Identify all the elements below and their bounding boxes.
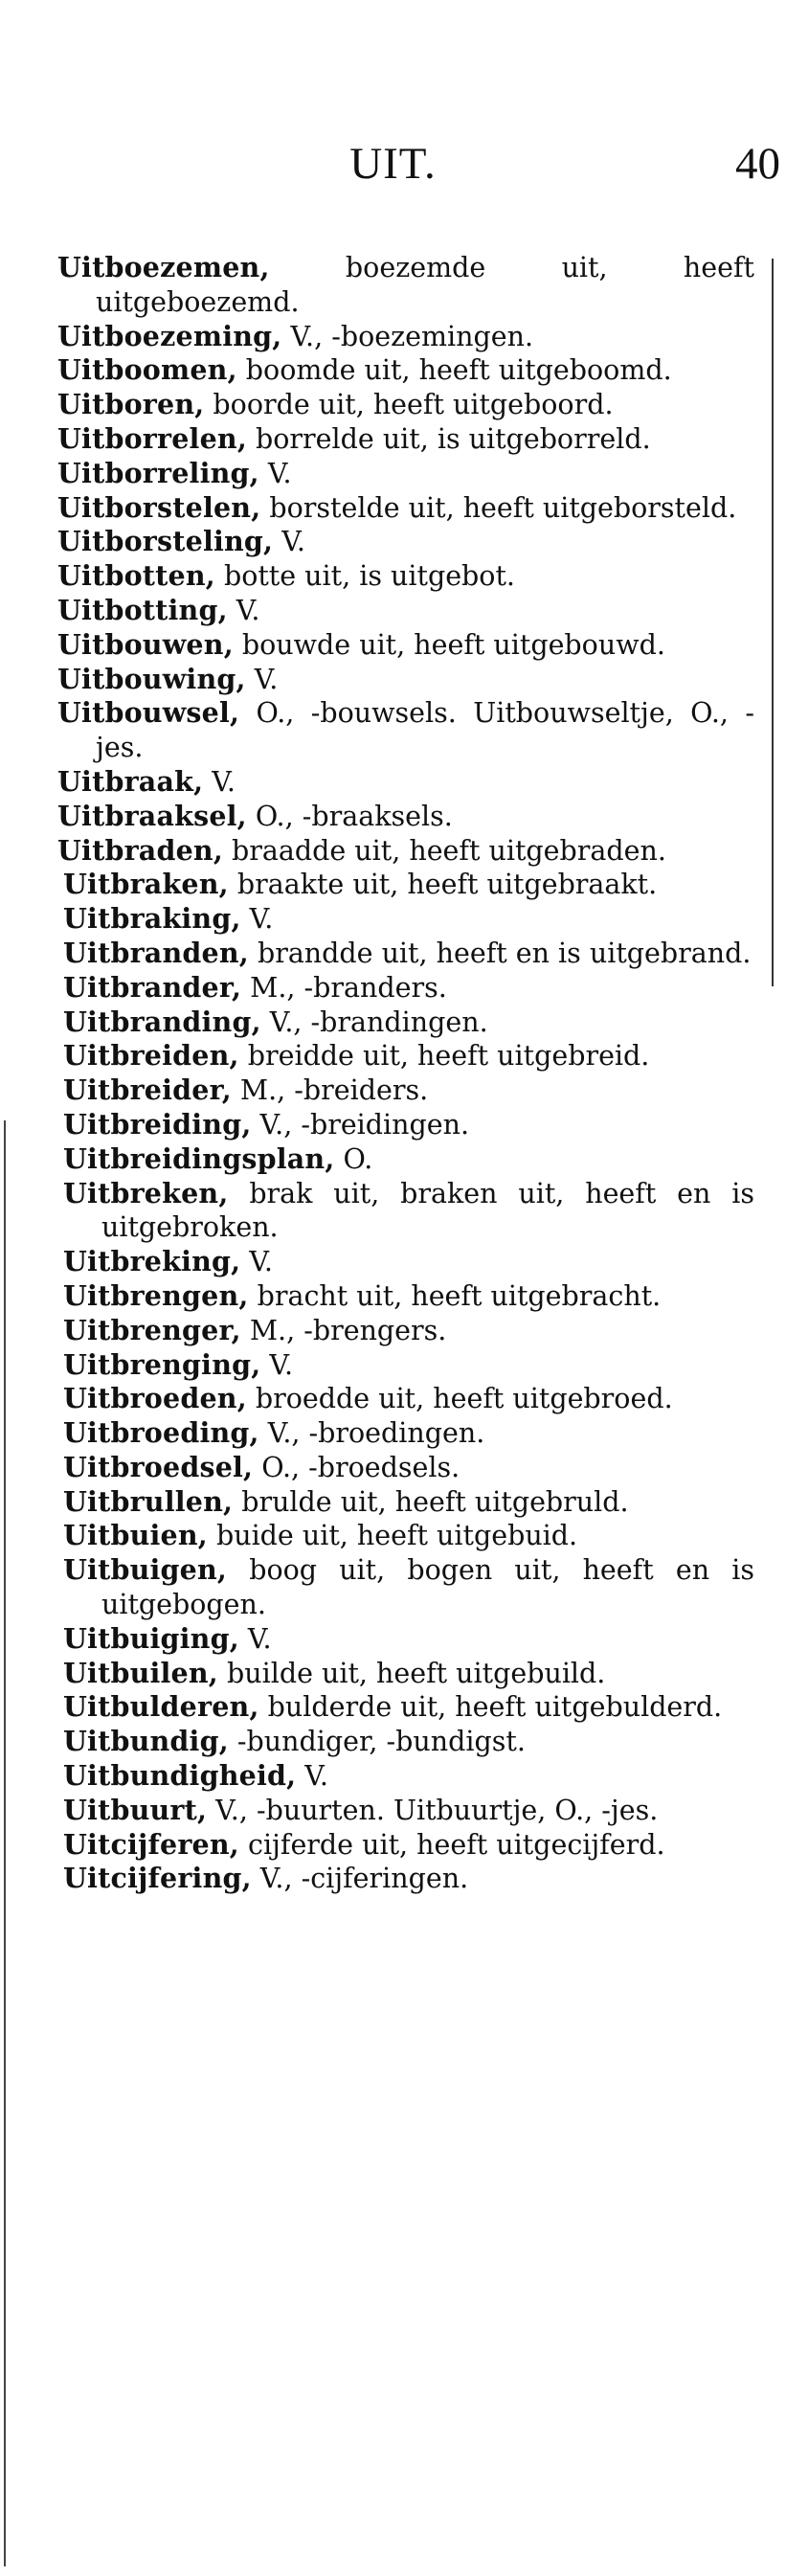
dictionary-entry bbox=[57, 525, 754, 559]
entry-definition: borrelde uit, is uitgeborreld. bbox=[246, 422, 651, 455]
entry-definition: O., -broedsels. bbox=[253, 1451, 460, 1483]
dictionary-entry bbox=[63, 1348, 754, 1383]
dictionary-entry bbox=[57, 388, 754, 422]
dictionary-entry bbox=[63, 1108, 754, 1142]
entry-definition: V., -cijferingen. bbox=[251, 1863, 469, 1895]
entry-headword: Uitbotten, bbox=[57, 559, 215, 593]
page-number: 40 bbox=[735, 139, 780, 189]
dictionary-entry bbox=[63, 1622, 754, 1657]
entry-definition: brulde uit, heeft uitgebruld. bbox=[233, 1485, 629, 1518]
entry-headword: Uitbuilen, bbox=[63, 1656, 218, 1689]
entry-definition: V., -broedingen. bbox=[258, 1417, 485, 1450]
dictionary-entry bbox=[57, 628, 754, 663]
dictionary-entry bbox=[63, 937, 754, 971]
entry-headword: Uitbraaksel, bbox=[57, 799, 247, 832]
entry-definition: cijferde uit, heeft uitgecijferd. bbox=[238, 1828, 665, 1861]
dictionary-entry bbox=[57, 696, 754, 765]
entry-definition: bulderde uit, heeft uitgebulderd. bbox=[258, 1691, 723, 1724]
entry-headword: Uitboezemen, bbox=[57, 251, 270, 283]
entry-headword: Uitborrelen, bbox=[57, 421, 247, 455]
entry-headword: Uitbundigheid, bbox=[63, 1759, 297, 1793]
page-header-title: UIT. bbox=[349, 139, 437, 189]
entry-definition: V. bbox=[240, 903, 274, 936]
entry-definition: braakte uit, heeft uitgebraakt. bbox=[228, 869, 658, 901]
page-edge-rule bbox=[4, 1120, 6, 2566]
dictionary-entry bbox=[63, 1006, 754, 1040]
entry-definition: braadde uit, heeft uitgebraden. bbox=[222, 834, 666, 867]
entry-definition: broedde uit, heeft uitgebroed. bbox=[246, 1383, 673, 1415]
entry-definition: V. bbox=[238, 1622, 272, 1655]
entry-definition: -bundiger, -bundigst. bbox=[228, 1726, 526, 1758]
dictionary-entry bbox=[57, 765, 754, 800]
entry-list bbox=[57, 251, 754, 1896]
entry-definition: V., -boezemingen. bbox=[281, 320, 534, 352]
entry-definition: boomde uit, heeft uitgeboomd. bbox=[236, 354, 672, 387]
entry-definition: M., -branders. bbox=[241, 971, 447, 1004]
entry-headword: Uitbulderen, bbox=[63, 1690, 259, 1724]
entry-definition: O., -braaksels. bbox=[246, 800, 453, 832]
entry-definition: V., -breidingen. bbox=[251, 1108, 470, 1141]
entry-definition: V. bbox=[260, 1348, 294, 1381]
entry-headword: Uitbreiden, bbox=[63, 1039, 239, 1073]
entry-headword: Uitbreider, bbox=[63, 1073, 232, 1107]
entry-headword: Uitbuurt, bbox=[63, 1793, 208, 1826]
dictionary-entry bbox=[63, 1794, 754, 1828]
entry-definition: buide uit, heeft uitgebuid. bbox=[207, 1520, 578, 1552]
dictionary-entry bbox=[63, 1451, 754, 1485]
entry-headword: Uitbouwen, bbox=[57, 627, 234, 661]
dictionary-entry bbox=[57, 800, 754, 834]
dictionary-entry bbox=[63, 868, 754, 902]
entry-headword: Uitbotting, bbox=[57, 593, 228, 626]
dictionary-entry bbox=[63, 1725, 754, 1759]
dictionary-entry bbox=[63, 1314, 754, 1348]
entry-definition: M., -brengers. bbox=[240, 1314, 447, 1346]
dictionary-entry bbox=[63, 1690, 754, 1725]
entry-headword: Uitbroeding, bbox=[63, 1416, 259, 1450]
entry-definition: bracht uit, heeft uitgebracht. bbox=[248, 1279, 662, 1312]
entry-headword: Uitbuigen, bbox=[63, 1553, 228, 1587]
dictionary-entry bbox=[63, 1862, 754, 1896]
entry-definition: botte uit, is uitgebot. bbox=[214, 560, 515, 593]
dictionary-entry bbox=[63, 971, 754, 1006]
entry-headword: Uitboomen, bbox=[57, 353, 237, 387]
entry-headword: Uitbuiging, bbox=[63, 1621, 239, 1655]
dictionary-entry bbox=[57, 491, 754, 526]
dictionary-entry bbox=[63, 1245, 754, 1279]
entry-headword: Uitboezeming, bbox=[57, 319, 282, 352]
entry-headword: Uitbraden, bbox=[57, 833, 223, 867]
entry-headword: Uitbraak, bbox=[57, 764, 204, 798]
entry-headword: Uitbroeden, bbox=[63, 1382, 247, 1415]
entry-definition: builde uit, heeft uitgebuild. bbox=[217, 1657, 606, 1689]
entry-definition: brandde uit, heeft en is uitgebrand. bbox=[248, 937, 752, 969]
dictionary-entry bbox=[57, 320, 754, 354]
entry-headword: Uitbreidingsplan, bbox=[63, 1141, 335, 1175]
dictionary-entry bbox=[57, 457, 754, 491]
dictionary-entry bbox=[63, 1519, 754, 1553]
dictionary-entry bbox=[57, 834, 754, 869]
entry-headword: Uitbreiding, bbox=[63, 1107, 252, 1141]
dictionary-entry bbox=[57, 251, 754, 320]
entry-definition: V. bbox=[245, 663, 279, 695]
entry-headword: Uitborsteling, bbox=[57, 525, 274, 558]
entry-definition: V. bbox=[273, 526, 305, 558]
entry-definition: borstelde uit, heeft uitgeborsteld. bbox=[260, 491, 737, 524]
entry-headword: Uitbuien, bbox=[63, 1519, 208, 1552]
entry-definition: bouwde uit, heeft uitgebouwd. bbox=[233, 628, 665, 661]
dictionary-entry bbox=[63, 1416, 754, 1451]
entry-definition: V. bbox=[203, 765, 236, 798]
dictionary-entry bbox=[63, 1142, 754, 1177]
entry-headword: Uitbundig, bbox=[63, 1725, 229, 1758]
entry-headword: Uitbreken, bbox=[63, 1176, 229, 1209]
entry-headword: Uitbrengen, bbox=[63, 1278, 249, 1312]
entry-headword: Uitbrander, bbox=[63, 970, 242, 1004]
entry-definition: O., -bouwsels. Uitbouwseltje, O., -jes. bbox=[96, 697, 754, 764]
entry-headword: Uitbreking, bbox=[63, 1245, 241, 1278]
dictionary-entry bbox=[57, 559, 754, 594]
entry-definition: M., -breiders. bbox=[231, 1074, 429, 1107]
entry-definition: brak uit, braken uit, heeft en is uitgebroken. bbox=[101, 1177, 754, 1244]
dictionary-entry bbox=[63, 1759, 754, 1794]
dictionary-entry bbox=[63, 1828, 754, 1863]
entry-headword: Uitbraking, bbox=[63, 902, 241, 936]
entry-headword: Uitcijfering, bbox=[63, 1862, 252, 1895]
entry-headword: Uitborstelen, bbox=[57, 490, 261, 524]
entry-headword: Uitboren, bbox=[57, 388, 205, 421]
entry-definition: V. bbox=[296, 1760, 328, 1793]
entry-headword: Uitcijferen, bbox=[63, 1827, 239, 1861]
entry-definition: O. bbox=[334, 1142, 373, 1175]
entry-headword: Uitbraken, bbox=[63, 868, 229, 901]
entry-definition: V., -buurten. Uitbuurtje, O., -jes. bbox=[207, 1794, 659, 1826]
column-rule bbox=[772, 259, 774, 986]
entry-headword: Uitbrullen, bbox=[63, 1484, 234, 1518]
entry-headword: Uitbranden, bbox=[63, 936, 249, 969]
entry-headword: Uitbranding, bbox=[63, 1005, 261, 1038]
dictionary-entry bbox=[63, 1073, 754, 1108]
dictionary-entry bbox=[63, 902, 754, 937]
dictionary-entry bbox=[57, 422, 754, 457]
entry-headword: Uitbouwing, bbox=[57, 662, 246, 695]
entry-headword: Uitbrenger, bbox=[63, 1313, 241, 1346]
dictionary-entry bbox=[57, 594, 754, 628]
dictionary-entry bbox=[63, 1485, 754, 1520]
dictionary-entry bbox=[57, 663, 754, 697]
entry-definition: boorde uit, heeft uitgeboord. bbox=[204, 389, 614, 421]
entry-headword: Uitbroedsel, bbox=[63, 1450, 254, 1483]
dictionary-entry bbox=[63, 1177, 754, 1246]
entry-definition: boezemde uit, heeft uitgeboezemd. bbox=[96, 252, 754, 318]
entry-definition: V., -brandingen. bbox=[260, 1006, 488, 1038]
entry-definition: V. bbox=[258, 457, 292, 489]
dictionary-entry bbox=[63, 1039, 754, 1073]
entry-definition: breidde uit, heeft uitgebreid. bbox=[238, 1040, 650, 1073]
entry-definition: V. bbox=[227, 594, 260, 626]
entry-definition: V. bbox=[240, 1246, 273, 1278]
dictionary-entry bbox=[63, 1382, 754, 1416]
entry-headword: Uitbrenging, bbox=[63, 1347, 261, 1381]
dictionary-entry bbox=[57, 353, 754, 388]
dictionary-entry bbox=[63, 1553, 754, 1622]
entry-headword: Uitbouwsel, bbox=[57, 696, 240, 730]
entry-definition: boog uit, bogen uit, heeft en is uitgebogen. bbox=[101, 1554, 754, 1621]
dictionary-entry bbox=[63, 1279, 754, 1314]
dictionary-entry bbox=[63, 1657, 754, 1691]
entry-headword: Uitborreling, bbox=[57, 456, 259, 489]
